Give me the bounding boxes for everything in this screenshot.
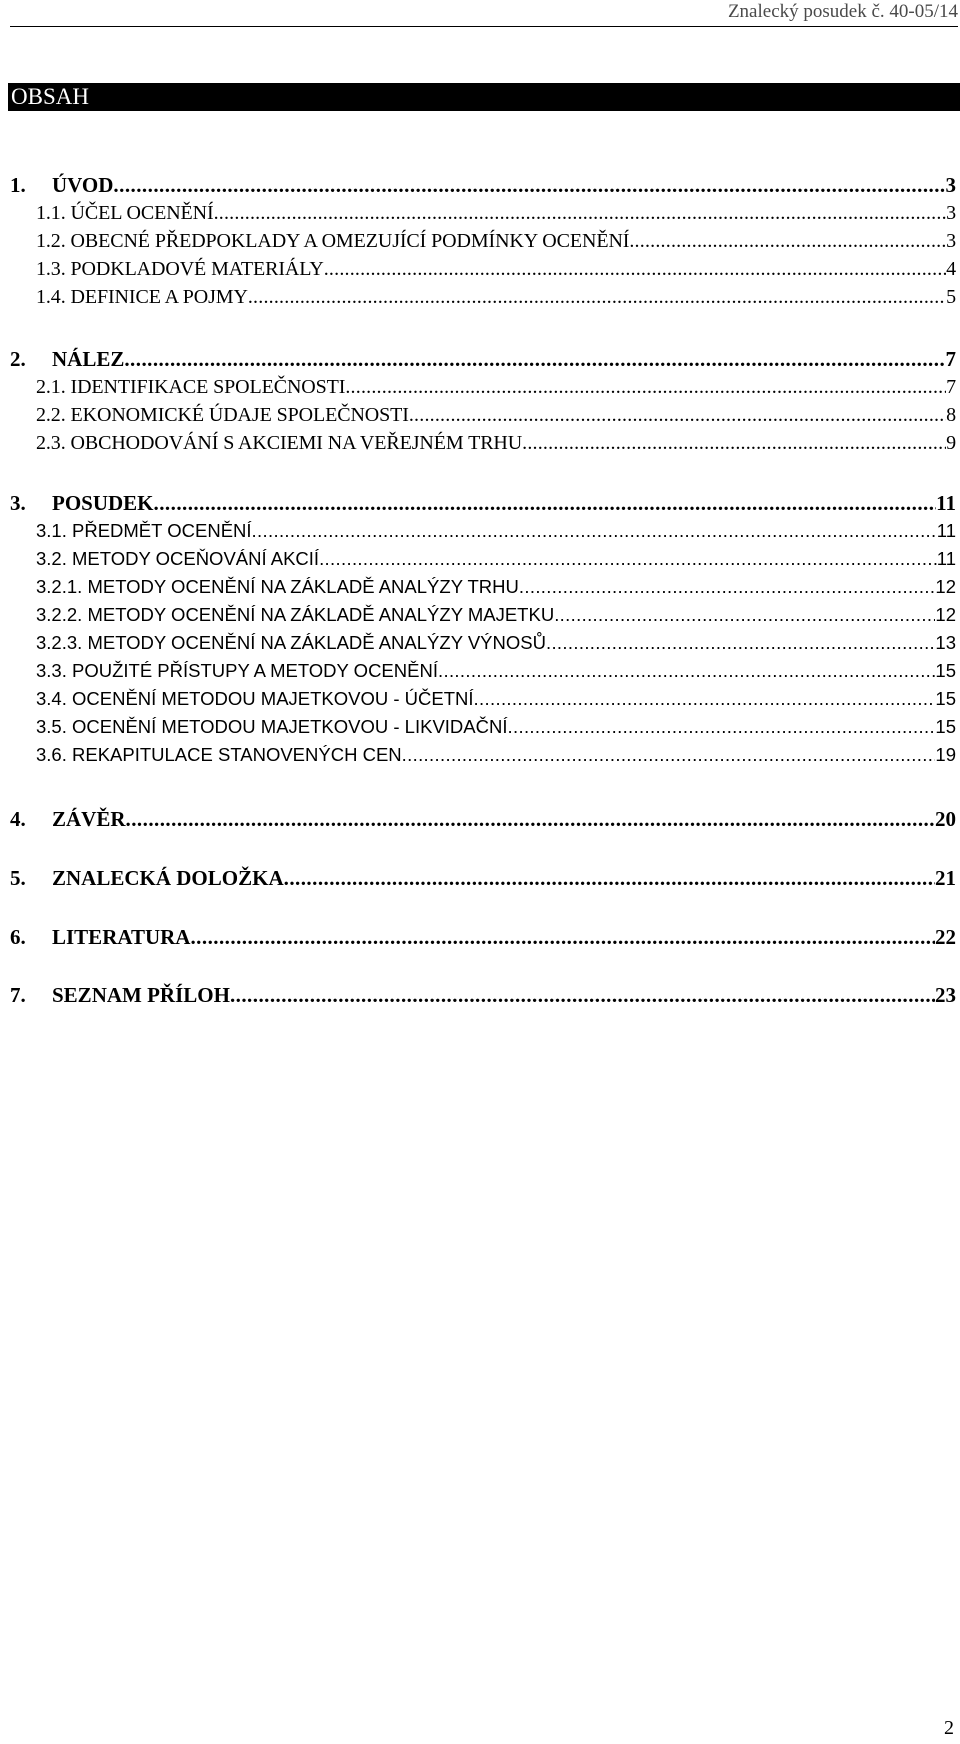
toc-entry-number: 3.1. — [36, 520, 67, 541]
toc-entry-label: METODY OCENĚNÍ NA ZÁKLADĚ ANALÝZY VÝNOSŮ — [87, 632, 546, 653]
toc-entry-label: METODY OCEŇOVÁNÍ AKCIÍ — [72, 548, 320, 569]
toc-entry-page: 8 — [946, 404, 956, 426]
toc-entry-number: 6. — [10, 925, 26, 949]
toc-entry-1-3[interactable] — [0, 257, 956, 281]
toc-entry-4[interactable] — [0, 807, 956, 831]
toc-entry-2-1[interactable] — [0, 375, 956, 399]
toc-leader-dots — [508, 715, 936, 739]
toc-entry-page: 11 — [936, 548, 956, 569]
toc-entry-label: POUŽITÉ PŘÍSTUPY A METODY OCENĚNÍ — [72, 660, 438, 681]
toc-leader-dots — [124, 347, 945, 371]
toc-entry-label: OCENĚNÍ METODOU MAJETKOVOU - LIKVIDAČNÍ — [72, 716, 508, 737]
toc-entry-label: DEFINICE A POJMY — [70, 286, 248, 308]
toc-leader-dots — [324, 257, 946, 281]
toc-leader-dots — [546, 631, 935, 655]
toc-leader-dots — [154, 491, 937, 515]
toc-entry-page: 3 — [945, 173, 956, 197]
toc-leader-dots — [113, 173, 945, 197]
page-number: 2 — [944, 1717, 954, 1739]
toc-entry-page: 12 — [935, 604, 956, 625]
toc-entry-number: 4. — [10, 807, 26, 831]
toc-entry-page: 7 — [946, 376, 956, 398]
toc-entry-number: 2. — [10, 347, 26, 371]
toc-entry-number: 1. — [10, 173, 26, 197]
toc-leader-dots — [126, 807, 935, 831]
toc-entry-label: POSUDEK — [52, 491, 154, 515]
toc-entry-number: 3.3. — [36, 660, 67, 681]
toc-entry-label: SEZNAM PŘÍLOH — [52, 983, 230, 1007]
toc-entry-page: 15 — [935, 716, 956, 737]
toc-entry-label: LITERATURA — [52, 925, 191, 949]
toc-entry-number: 3.2.3. — [36, 632, 83, 653]
toc-leader-dots — [284, 866, 935, 890]
toc-entry-3-4[interactable] — [0, 687, 956, 711]
toc-entry-label: EKONOMICKÉ ÚDAJE SPOLEČNOSTI — [70, 404, 409, 426]
toc-entry-2-2[interactable] — [0, 403, 956, 427]
toc-entry-label: ZNALECKÁ DOLOŽKA — [52, 866, 284, 890]
toc-entry-page: 12 — [935, 576, 956, 597]
toc-entry-label: OBECNÉ PŘEDPOKLADY A OMEZUJÍCÍ PODMÍNKY OCENĚNÍ — [70, 230, 630, 252]
toc-entry-page: 15 — [935, 660, 956, 681]
toc-entry-number: 2.2. — [36, 404, 66, 426]
toc-leader-dots — [438, 659, 935, 683]
toc-entry-number: 3.4. — [36, 688, 67, 709]
toc-entry-5[interactable] — [0, 866, 956, 890]
toc-entry-3-2-1[interactable] — [0, 575, 956, 599]
toc-entry-3[interactable] — [0, 491, 956, 515]
toc-leader-dots — [474, 687, 936, 711]
toc-entry-number: 3.6. — [36, 744, 67, 765]
toc-leader-dots — [522, 431, 946, 455]
toc-leader-dots — [319, 547, 937, 571]
toc-entry-page: 11 — [936, 491, 956, 515]
toc-entry-3-5[interactable] — [0, 715, 956, 739]
toc-entry-1-1[interactable] — [0, 201, 956, 225]
toc-leader-dots — [409, 403, 946, 427]
toc-leader-dots — [190, 925, 935, 949]
toc-entry-1[interactable] — [0, 173, 956, 197]
toc-entry-3-2-3[interactable] — [0, 631, 956, 655]
toc-entry-label: IDENTIFIKACE SPOLEČNOSTI — [70, 376, 346, 398]
toc-entry-number: 1.3. — [36, 258, 66, 280]
toc-entry-label: ÚVOD — [52, 173, 114, 197]
toc-leader-dots — [519, 575, 936, 599]
toc-entry-page: 5 — [946, 286, 956, 308]
toc-entry-page: 3 — [946, 230, 956, 252]
toc-entry-page: 9 — [946, 432, 956, 454]
toc-entry-label: PODKLADOVÉ MATERIÁLY — [70, 258, 324, 280]
toc-entry-page: 13 — [935, 632, 956, 653]
toc-entry-1-4[interactable] — [0, 285, 956, 309]
toc-entry-page: 15 — [935, 688, 956, 709]
toc-entry-number: 7. — [10, 983, 26, 1007]
toc-entry-1-2[interactable] — [0, 229, 956, 253]
toc-entry-6[interactable] — [0, 925, 956, 949]
toc-entry-3-3[interactable] — [0, 659, 956, 683]
toc-entry-2[interactable] — [0, 347, 956, 371]
toc-entry-number: 3. — [10, 491, 26, 515]
toc-entry-page: 3 — [946, 202, 956, 224]
toc-entry-page: 21 — [935, 866, 956, 890]
document-title: Znalecký posudek č. 40-05/14 — [727, 1, 958, 22]
toc-entry-page: 11 — [936, 520, 956, 541]
toc-entry-label: ZÁVĚR — [52, 807, 126, 831]
toc-entry-3-6[interactable] — [0, 743, 956, 767]
toc-entry-label: REKAPITULACE STANOVENÝCH CEN — [72, 744, 402, 765]
toc-entry-page: 4 — [946, 258, 956, 280]
toc-entry-label: OBCHODOVÁNÍ S AKCIEMI NA VEŘEJNÉM TRHU — [70, 432, 523, 454]
toc-leader-dots — [214, 201, 947, 225]
toc-entry-label: OCENĚNÍ METODOU MAJETKOVOU - ÚČETNÍ — [72, 688, 474, 709]
toc-entry-label: METODY OCENĚNÍ NA ZÁKLADĚ ANALÝZY MAJETKU — [87, 604, 555, 625]
toc-leader-dots — [252, 519, 937, 543]
toc-entry-label: ÚČEL OCENĚNÍ — [70, 202, 214, 224]
toc-entry-number: 3.2. — [36, 548, 67, 569]
page-header — [10, 0, 958, 27]
toc-entry-3-1[interactable] — [0, 519, 956, 543]
toc-entry-page: 23 — [935, 983, 956, 1007]
toc-entry-number: 1.2. — [36, 230, 66, 252]
toc-entry-label: NÁLEZ — [52, 347, 125, 371]
toc-entry-number: 3.2.2. — [36, 604, 83, 625]
toc-entry-number: 3.5. — [36, 716, 67, 737]
toc-entry-3-2-2[interactable] — [0, 603, 956, 627]
toc-leader-dots — [345, 375, 946, 399]
toc-leader-dots — [629, 229, 946, 253]
toc-entry-label: METODY OCENĚNÍ NA ZÁKLADĚ ANALÝZY TRHU — [87, 576, 519, 597]
toc-entry-number: 5. — [10, 866, 26, 890]
toc-entry-3-2[interactable] — [0, 547, 956, 571]
toc-entry-number: 3.2.1. — [36, 576, 83, 597]
toc-heading: OBSAH — [11, 84, 89, 109]
toc-entry-number: 2.3. — [36, 432, 66, 454]
toc-leader-dots — [402, 743, 936, 767]
toc-entry-number: 1.1. — [36, 202, 66, 224]
toc-entry-number: 1.4. — [36, 286, 66, 308]
toc-entry-page: 20 — [935, 807, 956, 831]
toc-heading-bar — [8, 83, 960, 111]
toc-leader-dots — [230, 983, 935, 1007]
toc-entry-page: 7 — [945, 347, 956, 371]
toc-entry-number: 2.1. — [36, 376, 66, 398]
toc-leader-dots — [248, 285, 946, 309]
toc-entry-label: PŘEDMĚT OCENĚNÍ — [72, 520, 252, 541]
toc-leader-dots — [554, 603, 935, 627]
toc-entry-page: 19 — [935, 744, 956, 765]
toc-entry-page: 22 — [935, 925, 956, 949]
toc-entry-7[interactable] — [0, 983, 956, 1007]
toc-entry-2-3[interactable] — [0, 431, 956, 455]
